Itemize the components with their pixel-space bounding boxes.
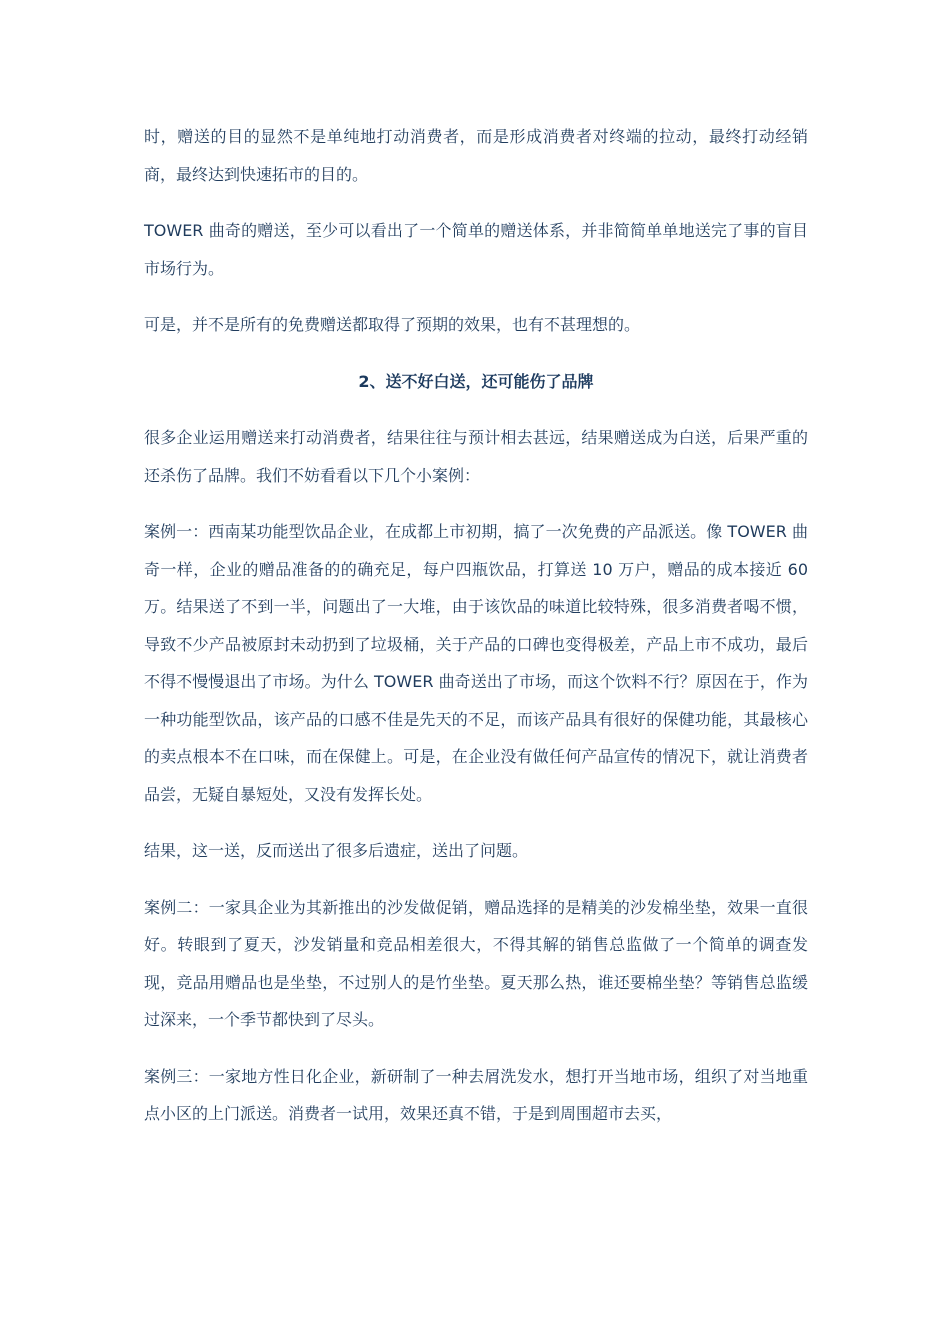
document-page xyxy=(144,118,808,1152)
section-heading: 2、送不好白送，还可能伤了品牌 xyxy=(358,371,594,391)
paragraph-case-2: 案例二：一家具企业为其新推出的沙发做促销，赠品选择的是精美的沙发棉坐垫，效果一直很好。转眼到了夏天，沙发销量和竞品相差很大，不得其解的销售总监做了一个简单的调查发现，竞品用赠品也是坐垫，不过别人的是竹坐垫。夏天那么热，谁还要棉坐垫？等销售总监缓过深来，一个季节都快到了尽头。 xyxy=(144,897,808,1029)
paragraph-4: 很多企业运用赠送来打动消费者，结果往往与预计相去甚远，结果赠送成为白送，后果严重的还杀伤了品牌。我们不妨看看以下几个小案例： xyxy=(144,428,808,485)
paragraph-1: 时，赠送的目的显然不是单纯地打动消费者，而是形成消费者对终端的拉动，最终打动经销商，最终达到快速拓市的目的。 xyxy=(144,127,808,184)
paragraph-case-1: 案例一：西南某功能型饮品企业，在成都上市初期，搞了一次免费的产品派送。像 TOWER 曲奇一样，企业的赠品准备的的确充足，每户四瓶饮品，打算送 10 万户，赠品的成本接近 60 万。结果送了不到一半，问题出了一大堆，由于该饮品的味道比较特殊，很多消费者喝不惯，导致不少产品被原封未动扔到了垃圾桶，关于产品的口碑也变得极差，产品上市不成功，最后不得不慢慢退出了市场。为什么 TOWER 曲奇送出了市场，而这个饮料不行？原因在于，作为一种功能型饮品，该产品的口感不佳是先天的不足，而该产品具有很好的保健功能，其最核心的卖点根本不在口味，而在保健上。可是，在企业没有做任何产品宣传的情况下，就让消费者品尝，无疑自暴短处，又没有发挥长处。 xyxy=(144,522,808,804)
paragraph-3: 可是，并不是所有的免费赠送都取得了预期的效果，也有不甚理想的。 xyxy=(144,315,641,334)
paragraph-case-3: 案例三：一家地方性日化企业，新研制了一种去屑洗发水，想打开当地市场，组织了对当地重点小区的上门派送。消费者一试用，效果还真不错，于是到周围超市去买， xyxy=(144,1066,808,1123)
paragraph-5: 结果，这一送，反而送出了很多后遗症，送出了问题。 xyxy=(144,841,529,860)
paragraph-2: TOWER 曲奇的赠送，至少可以看出了一个简单的赠送体系，并非简简单单地送完了事的盲目市场行为。 xyxy=(144,221,808,278)
